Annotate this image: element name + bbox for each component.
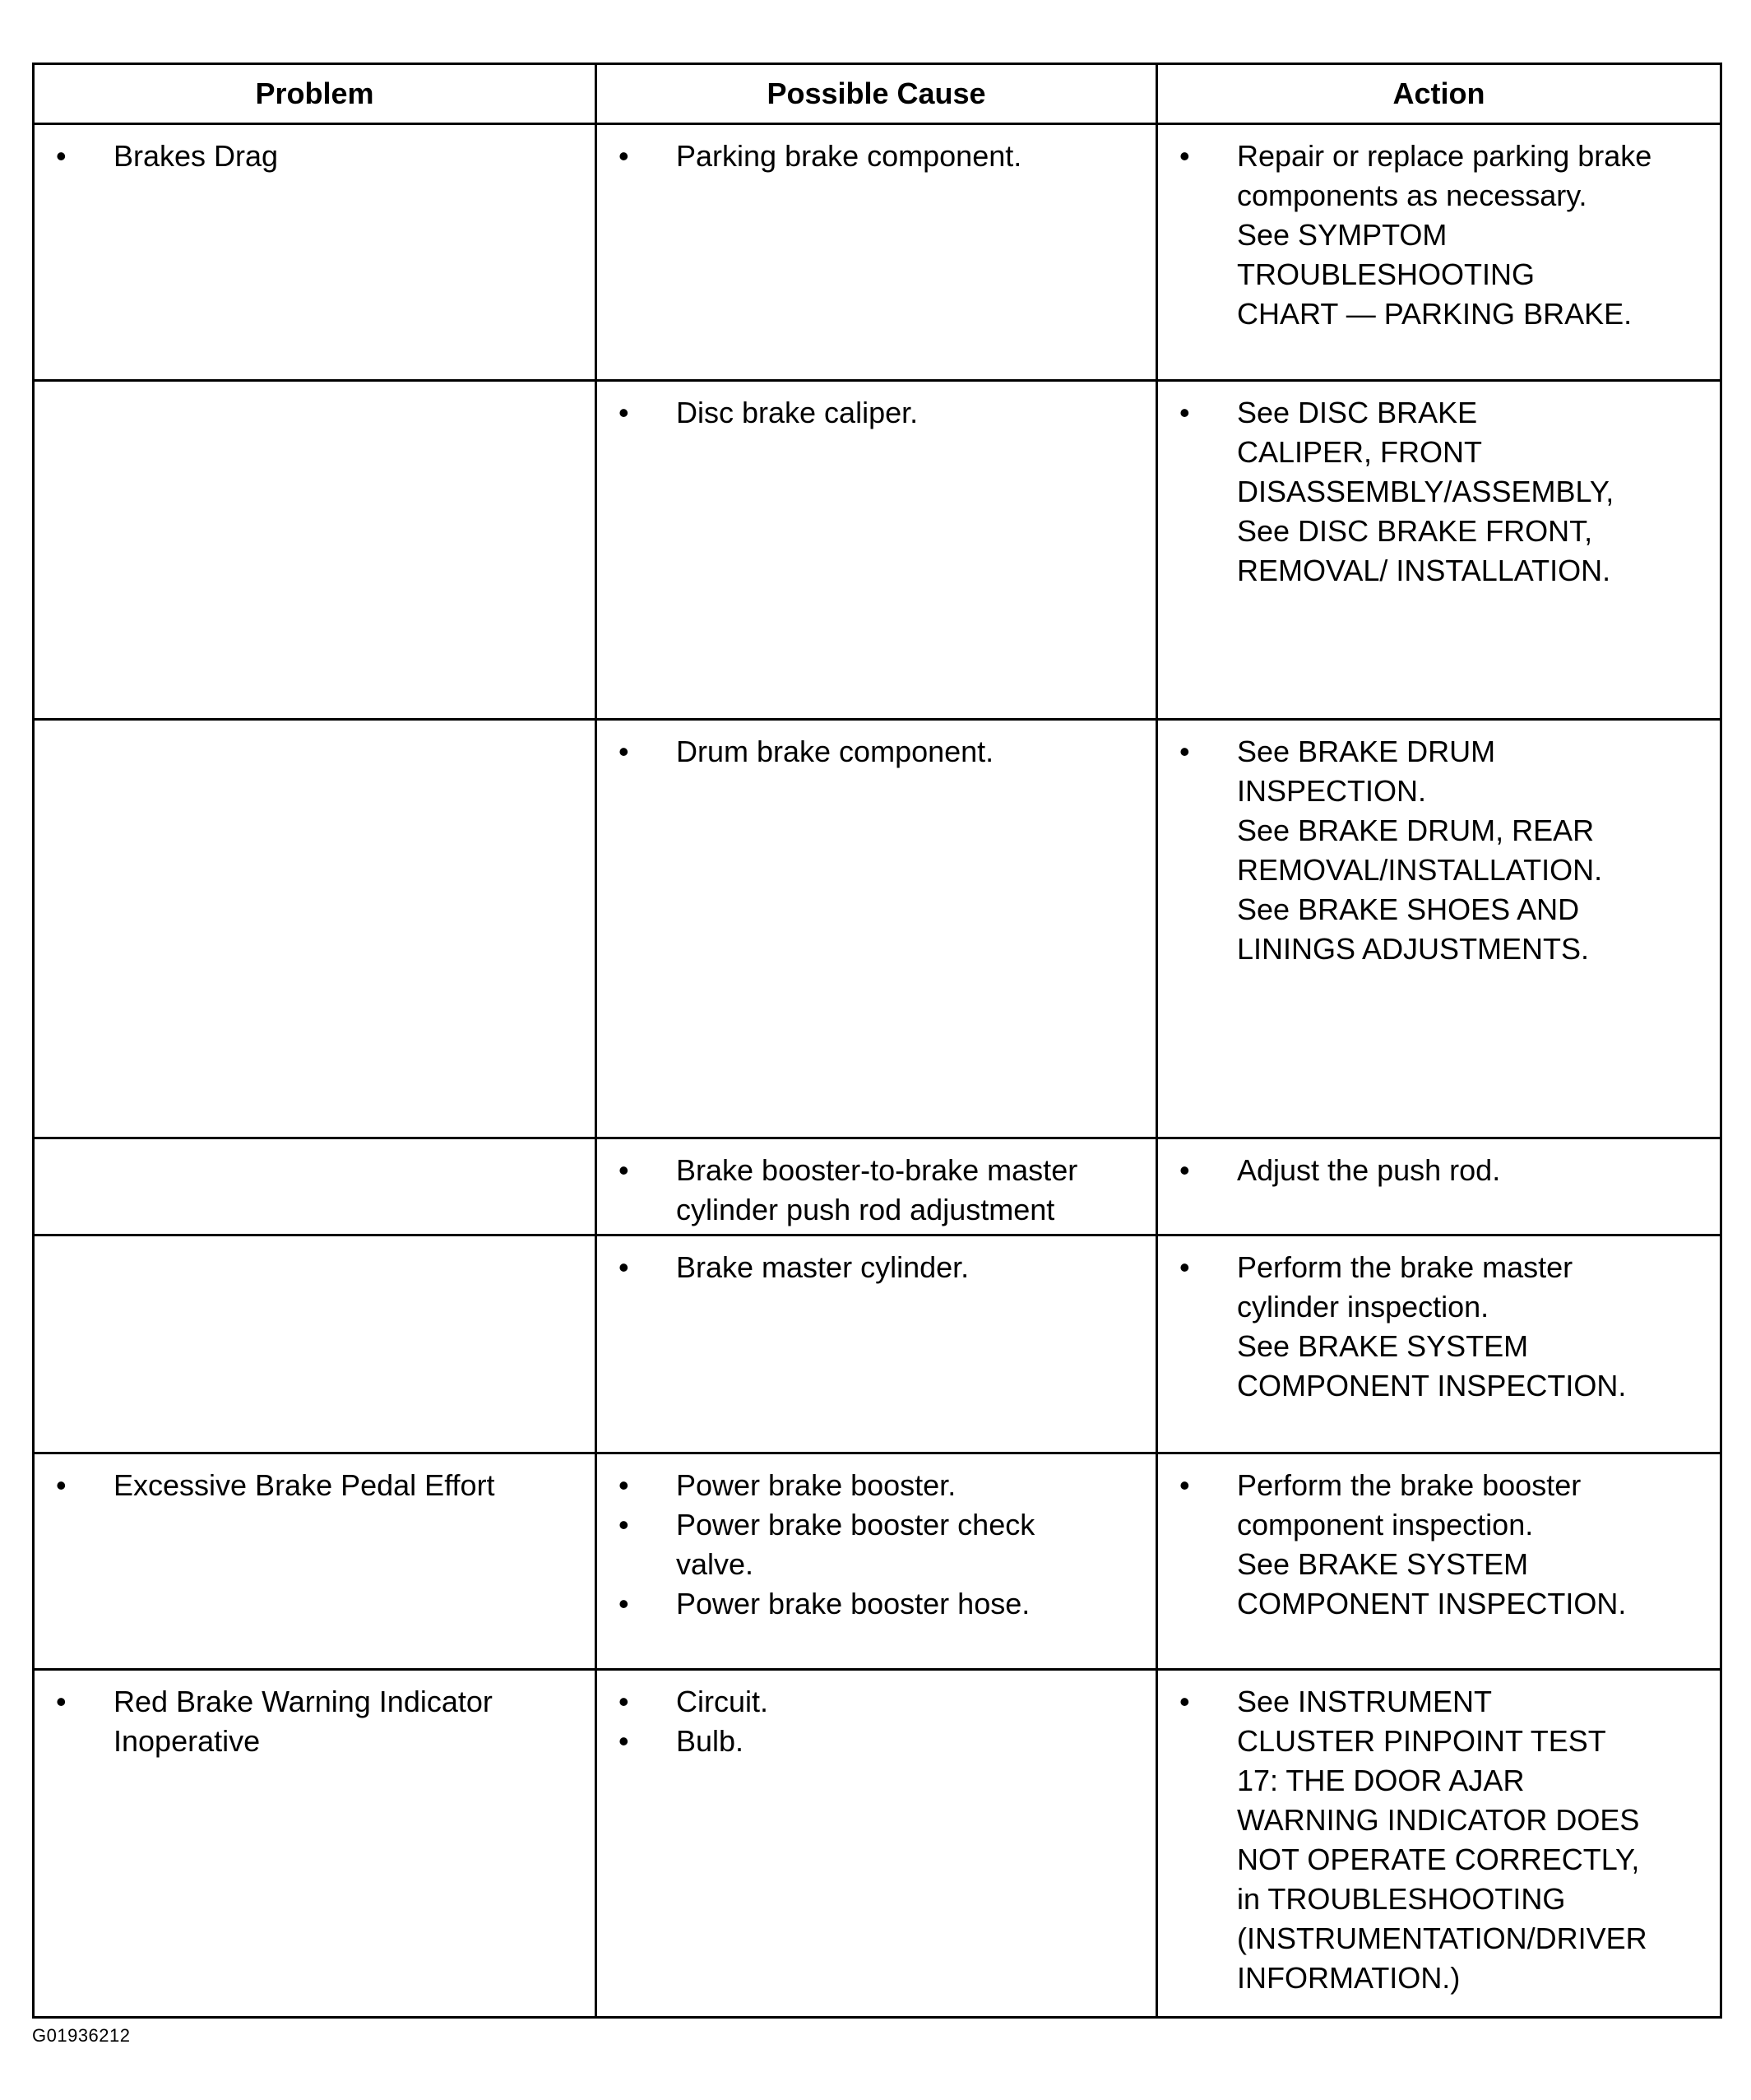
action-item xyxy=(1178,1466,1707,1624)
text-line: in TROUBLESHOOTING xyxy=(1237,1882,1566,1916)
action-cell-list xyxy=(1158,1671,1720,1998)
possible-cause-cell xyxy=(596,381,1157,720)
text-line: See BRAKE SYSTEM xyxy=(1237,1329,1529,1363)
text-line: TROUBLESHOOTING xyxy=(1237,257,1536,291)
bullet-icon: • xyxy=(618,1468,629,1502)
text-line: valve. xyxy=(676,1547,754,1581)
problem-item-text xyxy=(113,1682,581,1761)
cause-item xyxy=(617,393,1142,433)
text-line: See BRAKE DRUM, REAR xyxy=(1237,814,1595,847)
header-problem: Problem xyxy=(34,64,596,124)
problem-cell xyxy=(34,1670,596,2018)
action-cell-list xyxy=(1158,721,1720,969)
problem-cell-list xyxy=(35,1236,595,1248)
cause-item xyxy=(617,137,1142,176)
text-line: Power brake booster hose. xyxy=(676,1587,1031,1620)
action-cell-list xyxy=(1158,382,1720,591)
bullet-icon: • xyxy=(618,1685,629,1718)
action-cell xyxy=(1157,720,1721,1138)
text-line: See DISC BRAKE FRONT, xyxy=(1237,514,1593,548)
text-line: See BRAKE SHOES AND xyxy=(1237,892,1580,926)
problem-cell xyxy=(34,1235,596,1453)
table-row xyxy=(34,1453,1721,1670)
bullet-icon: • xyxy=(1179,1468,1190,1502)
cause-item xyxy=(617,732,1142,772)
action-item-text xyxy=(1237,1248,1707,1406)
bullet-icon: • xyxy=(1179,735,1190,768)
action-item xyxy=(1178,732,1707,969)
text-line: Drum brake component. xyxy=(676,735,994,768)
possible-cause-cell-list xyxy=(597,1236,1156,1287)
text-line: 17: THE DOOR AJAR xyxy=(1237,1764,1525,1797)
text-line: REMOVAL/ INSTALLATION. xyxy=(1237,554,1611,587)
text-line: REMOVAL/INSTALLATION. xyxy=(1237,853,1603,887)
text-line: CLUSTER PINPOINT TEST xyxy=(1237,1724,1606,1758)
cause-item-text xyxy=(676,1466,1142,1505)
action-item xyxy=(1178,1248,1707,1406)
cause-item-text xyxy=(676,1505,1142,1584)
bullet-icon: • xyxy=(618,1587,629,1620)
action-cell xyxy=(1157,1453,1721,1670)
text-line: Bulb. xyxy=(676,1724,744,1758)
cause-item-text xyxy=(676,1722,1142,1761)
text-line: component inspection. xyxy=(1237,1508,1534,1541)
header-row xyxy=(34,64,1721,124)
possible-cause-cell-list xyxy=(597,1454,1156,1624)
bullet-icon: • xyxy=(618,1508,629,1541)
text-line: COMPONENT INSPECTION. xyxy=(1237,1587,1627,1620)
text-line: LININGS ADJUSTMENTS. xyxy=(1237,932,1590,966)
table-body xyxy=(34,124,1721,2018)
action-cell xyxy=(1157,124,1721,381)
cause-item xyxy=(617,1682,1142,1722)
table-row xyxy=(34,720,1721,1138)
cause-item-text xyxy=(676,732,1142,772)
text-line: Disc brake caliper. xyxy=(676,396,919,429)
cause-item-text xyxy=(676,1151,1142,1230)
problem-item xyxy=(54,1466,581,1505)
problem-cell-list xyxy=(35,721,595,732)
possible-cause-cell xyxy=(596,1453,1157,1670)
text-line: cylinder inspection. xyxy=(1237,1290,1489,1324)
text-line: Power brake booster. xyxy=(676,1468,957,1502)
header-possible-cause: Possible Cause xyxy=(596,64,1157,124)
text-line: COMPONENT INSPECTION. xyxy=(1237,1369,1627,1402)
bullet-icon: • xyxy=(56,1685,67,1718)
action-item-text xyxy=(1237,393,1707,591)
action-cell xyxy=(1157,381,1721,720)
text-line: DISASSEMBLY/ASSEMBLY, xyxy=(1237,475,1614,508)
text-line: Brake booster-to-brake master xyxy=(676,1153,1078,1187)
action-cell-list xyxy=(1158,125,1720,334)
cause-item-text xyxy=(676,1682,1142,1722)
action-cell xyxy=(1157,1138,1721,1235)
text-line: See SYMPTOM xyxy=(1237,218,1448,252)
text-line: Power brake booster check xyxy=(676,1508,1035,1541)
table-row xyxy=(34,124,1721,381)
table-row xyxy=(34,1138,1721,1235)
possible-cause-cell-list xyxy=(597,721,1156,772)
possible-cause-cell xyxy=(596,1235,1157,1453)
table-row xyxy=(34,381,1721,720)
possible-cause-cell xyxy=(596,1670,1157,2018)
text-line: Brake master cylinder. xyxy=(676,1250,970,1284)
problem-cell xyxy=(34,381,596,720)
bullet-icon: • xyxy=(1179,1153,1190,1187)
bullet-icon: • xyxy=(618,396,629,429)
cause-item-text xyxy=(676,1584,1142,1624)
bullet-icon: • xyxy=(1179,396,1190,429)
problem-cell-list xyxy=(35,1671,595,1761)
bullet-icon: • xyxy=(618,139,629,173)
table-row xyxy=(34,1235,1721,1453)
cause-item xyxy=(617,1584,1142,1624)
bullet-icon: • xyxy=(56,139,67,173)
action-cell-list xyxy=(1158,1139,1720,1190)
text-line: Repair or replace parking brake xyxy=(1237,139,1652,173)
cause-item xyxy=(617,1722,1142,1761)
cause-item-text xyxy=(676,393,1142,433)
problem-cell-list xyxy=(35,1454,595,1505)
text-line: Circuit. xyxy=(676,1685,769,1718)
figure-id: G01936212 xyxy=(32,2025,131,2046)
possible-cause-cell xyxy=(596,124,1157,381)
action-cell-list xyxy=(1158,1236,1720,1406)
text-line: INFORMATION.) xyxy=(1237,1961,1461,1995)
possible-cause-cell-list xyxy=(597,1671,1156,1761)
text-line: Perform the brake master xyxy=(1237,1250,1573,1284)
action-item-text xyxy=(1237,1466,1707,1624)
cause-item xyxy=(617,1466,1142,1505)
bullet-icon: • xyxy=(1179,1250,1190,1284)
problem-item-text xyxy=(113,137,581,176)
action-item-text xyxy=(1237,1151,1707,1190)
bullet-icon: • xyxy=(618,1153,629,1187)
possible-cause-cell-list xyxy=(597,125,1156,176)
cause-item-text xyxy=(676,1248,1142,1287)
cause-item xyxy=(617,1151,1142,1230)
text-line: CALIPER, FRONT xyxy=(1237,435,1483,469)
action-item-text xyxy=(1237,1682,1707,1998)
text-line: See DISC BRAKE xyxy=(1237,396,1478,429)
problem-cell-list xyxy=(35,1139,595,1151)
bullet-icon: • xyxy=(1179,139,1190,173)
text-line: Red Brake Warning Indicator xyxy=(113,1685,493,1718)
possible-cause-cell-list xyxy=(597,382,1156,433)
bullet-icon: • xyxy=(618,735,629,768)
text-line: cylinder push rod adjustment xyxy=(676,1193,1055,1226)
text-line: Inoperative xyxy=(113,1724,261,1758)
text-line: NOT OPERATE CORRECTLY, xyxy=(1237,1843,1640,1876)
problem-cell xyxy=(34,720,596,1138)
possible-cause-cell xyxy=(596,1138,1157,1235)
text-line: CHART — PARKING BRAKE. xyxy=(1237,297,1633,331)
problem-item xyxy=(54,1682,581,1761)
bullet-icon: • xyxy=(618,1724,629,1758)
text-line: INSPECTION. xyxy=(1237,774,1427,808)
action-cell xyxy=(1157,1235,1721,1453)
problem-cell-list xyxy=(35,125,595,176)
action-cell-list xyxy=(1158,1454,1720,1624)
text-line: Adjust the push rod. xyxy=(1237,1153,1501,1187)
text-line: Perform the brake booster xyxy=(1237,1468,1582,1502)
bullet-icon: • xyxy=(618,1250,629,1284)
possible-cause-cell-list xyxy=(597,1139,1156,1230)
cause-item xyxy=(617,1505,1142,1584)
text-line: Parking brake component. xyxy=(676,139,1022,173)
action-item-text xyxy=(1237,137,1707,334)
action-item xyxy=(1178,137,1707,334)
header-action: Action xyxy=(1157,64,1721,124)
text-line: WARNING INDICATOR DOES xyxy=(1237,1803,1640,1837)
cause-item xyxy=(617,1248,1142,1287)
action-item-text xyxy=(1237,732,1707,969)
action-item xyxy=(1178,393,1707,591)
text-line: Brakes Drag xyxy=(113,139,279,173)
problem-cell xyxy=(34,124,596,381)
text-line: Excessive Brake Pedal Effort xyxy=(113,1468,495,1502)
action-item xyxy=(1178,1682,1707,1998)
troubleshooting-table xyxy=(32,63,1722,2019)
action-cell xyxy=(1157,1670,1721,2018)
problem-item-text xyxy=(113,1466,581,1505)
text-line: components as necessary. xyxy=(1237,178,1587,212)
bullet-icon: • xyxy=(56,1468,67,1502)
cause-item-text xyxy=(676,137,1142,176)
action-item xyxy=(1178,1151,1707,1190)
problem-cell xyxy=(34,1453,596,1670)
text-line: See BRAKE SYSTEM xyxy=(1237,1547,1529,1581)
bullet-icon: • xyxy=(1179,1685,1190,1718)
possible-cause-cell xyxy=(596,720,1157,1138)
text-line: See BRAKE DRUM xyxy=(1237,735,1496,768)
problem-cell-list xyxy=(35,382,595,393)
table-row xyxy=(34,1670,1721,2018)
problem-item xyxy=(54,137,581,176)
text-line: (INSTRUMENTATION/DRIVER xyxy=(1237,1922,1647,1955)
problem-cell xyxy=(34,1138,596,1235)
text-line: See INSTRUMENT xyxy=(1237,1685,1493,1718)
